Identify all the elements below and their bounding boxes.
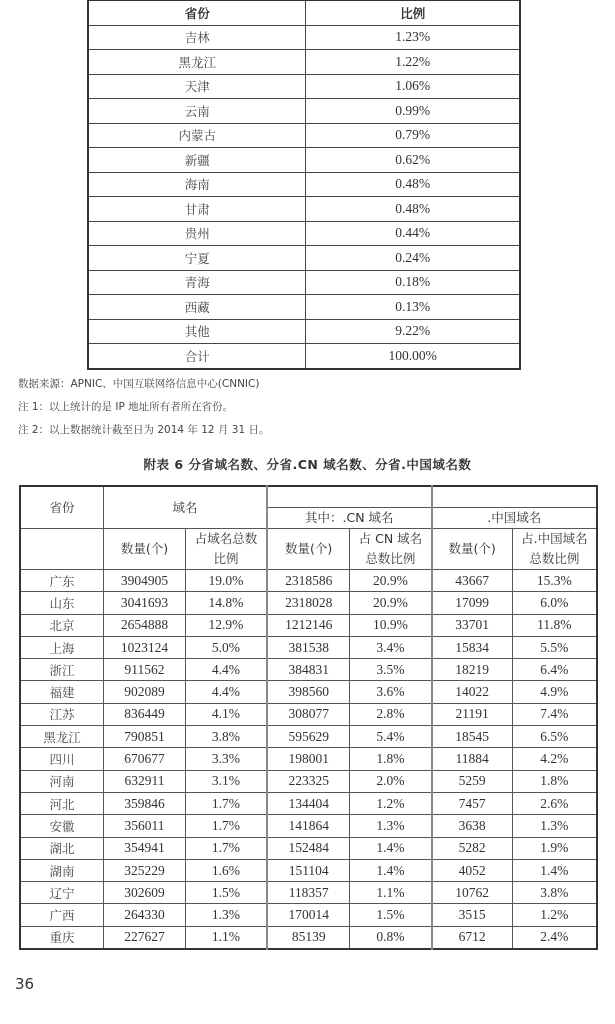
zhongguo-ratio-cell: 6.4% — [512, 659, 597, 681]
ratio-cell: 0.18% — [306, 270, 520, 295]
zhongguo-count-cell: 5259 — [432, 770, 513, 792]
zhongguo-ratio-cell: 1.3% — [512, 815, 597, 837]
table-row — [20, 703, 597, 725]
province-cell: 四川 — [20, 748, 104, 770]
province-cell: 黑龙江 — [20, 726, 104, 748]
province-cell: 海南 — [88, 172, 306, 197]
domain-count-cell: 670677 — [104, 748, 186, 770]
table-row — [20, 837, 597, 859]
province-cell: 合计 — [88, 344, 306, 369]
province-cell: 河南 — [20, 770, 104, 792]
domain-count-cell: 264330 — [104, 904, 186, 926]
province-cell: 云南 — [88, 99, 306, 124]
province-cell: 新疆 — [88, 148, 306, 173]
zhongguo-ratio-cell: 1.8% — [512, 770, 597, 792]
province-cell: 甘肃 — [88, 197, 306, 222]
province-cell: 安徽 — [20, 815, 104, 837]
province-cell: 广东 — [20, 570, 104, 592]
ratio-cell: 1.23% — [306, 25, 520, 50]
table-row — [88, 197, 520, 222]
zhongguo-ratio-cell: 4.9% — [512, 681, 597, 703]
table-row — [20, 636, 597, 658]
domain-count-cell: 325229 — [104, 859, 186, 881]
zhongguo-ratio-cell: 4.2% — [512, 748, 597, 770]
zhongguo-ratio-cell: 2.4% — [512, 926, 597, 949]
table-row — [20, 815, 597, 837]
province-cell: 重庆 — [20, 926, 104, 949]
domain-ratio-cell: 1.7% — [185, 837, 267, 859]
header-line: 总数比例 — [365, 551, 416, 566]
cn-ratio-cell: 20.9% — [350, 570, 432, 592]
table-row — [88, 50, 520, 75]
cn-count-cell: 223325 — [267, 770, 350, 792]
cn-count-cell: 170014 — [267, 904, 350, 926]
cn-ratio-cell: 2.8% — [350, 703, 432, 725]
table-row — [88, 172, 520, 197]
cn-count-cell: 398560 — [267, 681, 350, 703]
domain-count-cell: 227627 — [104, 926, 186, 949]
zhongguo-ratio-cell: 11.8% — [512, 614, 597, 636]
column-header-province: 省份 — [20, 486, 104, 529]
table-row — [20, 882, 597, 904]
ratio-cell: 100.00% — [306, 344, 520, 369]
note-2: 注 2：以上数据统计截至日为 2014 年 12 月 31 日。 — [18, 424, 270, 436]
province-cell: 其他 — [88, 319, 306, 344]
column-header-zhongguo-count: 数量(个) — [432, 529, 513, 570]
cn-count-cell: 134404 — [267, 792, 350, 814]
zhongguo-count-cell: 18545 — [432, 726, 513, 748]
column-header-cn-count: 数量(个) — [267, 529, 350, 570]
column-group-domain: 域名 — [104, 486, 267, 529]
data-source-note: 数据来源：APNIC、中国互联网络信息中心(CNNIC) — [18, 378, 260, 390]
ratio-cell: 0.24% — [306, 246, 520, 271]
column-group-cn-domain: 其中：.CN 域名 — [267, 508, 431, 529]
zhongguo-ratio-cell: 1.4% — [512, 859, 597, 881]
cn-ratio-cell: 3.4% — [350, 636, 432, 658]
ratio-cell: 9.22% — [306, 319, 520, 344]
province-cell: 青海 — [88, 270, 306, 295]
cn-ratio-cell: 2.0% — [350, 770, 432, 792]
ratio-cell: 1.22% — [306, 50, 520, 75]
cn-count-cell: 151104 — [267, 859, 350, 881]
cn-ratio-cell: 1.1% — [350, 882, 432, 904]
domain-count-cell: 359846 — [104, 792, 186, 814]
domain-ratio-cell: 1.7% — [185, 815, 267, 837]
zhongguo-count-cell: 3515 — [432, 904, 513, 926]
cn-ratio-cell: 1.4% — [350, 859, 432, 881]
column-group-spacer — [267, 486, 431, 508]
province-cell: 贵州 — [88, 221, 306, 246]
province-cell: 河北 — [20, 792, 104, 814]
column-header-domain-ratio — [185, 529, 267, 570]
domain-count-cell: 836449 — [104, 703, 186, 725]
domain-count-cell: 1023124 — [104, 636, 186, 658]
zhongguo-ratio-cell: 7.4% — [512, 703, 597, 725]
province-cell: 宁夏 — [88, 246, 306, 271]
table-row — [20, 904, 597, 926]
zhongguo-ratio-cell: 1.2% — [512, 904, 597, 926]
cn-count-cell: 308077 — [267, 703, 350, 725]
cn-count-cell: 85139 — [267, 926, 350, 949]
cn-ratio-cell: 1.3% — [350, 815, 432, 837]
domain-ratio-cell: 12.9% — [185, 614, 267, 636]
domain-ratio-cell: 1.6% — [185, 859, 267, 881]
domain-ratio-cell: 1.5% — [185, 882, 267, 904]
zhongguo-count-cell: 10762 — [432, 882, 513, 904]
province-cell: 西藏 — [88, 295, 306, 320]
page-number: 36 — [15, 975, 35, 993]
cn-ratio-cell: 1.2% — [350, 792, 432, 814]
table-row — [20, 726, 597, 748]
cn-ratio-cell: 3.5% — [350, 659, 432, 681]
table-header-row — [88, 0, 520, 25]
cn-ratio-cell: 1.8% — [350, 748, 432, 770]
zhongguo-ratio-cell: 6.5% — [512, 726, 597, 748]
domain-count-cell: 902089 — [104, 681, 186, 703]
ratio-cell: 0.48% — [306, 172, 520, 197]
zhongguo-ratio-cell: 6.0% — [512, 592, 597, 614]
zhongguo-count-cell: 15834 — [432, 636, 513, 658]
province-cell: 福建 — [20, 681, 104, 703]
cn-ratio-cell: 1.4% — [350, 837, 432, 859]
province-cell: 上海 — [20, 636, 104, 658]
domain-count-cell: 3041693 — [104, 592, 186, 614]
cn-count-cell: 198001 — [267, 748, 350, 770]
zhongguo-count-cell: 21191 — [432, 703, 513, 725]
cn-ratio-cell: 1.5% — [350, 904, 432, 926]
domain-count-cell: 911562 — [104, 659, 186, 681]
ratio-cell: 0.79% — [306, 123, 520, 148]
ratio-cell: 0.13% — [306, 295, 520, 320]
zhongguo-count-cell: 5282 — [432, 837, 513, 859]
zhongguo-count-cell: 6712 — [432, 926, 513, 949]
column-group-zhongguo-domain: .中国域名 — [432, 508, 597, 529]
column-header-empty — [20, 529, 104, 570]
header-line: 占 CN 域名 — [358, 531, 423, 546]
zhongguo-count-cell: 14022 — [432, 681, 513, 703]
zhongguo-count-cell: 7457 — [432, 792, 513, 814]
table-row — [88, 295, 520, 320]
ratio-cell: 0.62% — [306, 148, 520, 173]
zhongguo-count-cell: 18219 — [432, 659, 513, 681]
zhongguo-ratio-cell: 1.9% — [512, 837, 597, 859]
header-line: 比例 — [213, 551, 239, 566]
table-row — [20, 859, 597, 881]
province-cell: 北京 — [20, 614, 104, 636]
domain-ratio-cell: 19.0% — [185, 570, 267, 592]
table-row — [88, 319, 520, 344]
table-header-row — [20, 486, 597, 508]
province-cell: 江苏 — [20, 703, 104, 725]
domain-count-cell: 790851 — [104, 726, 186, 748]
table-row — [20, 659, 597, 681]
table-row — [20, 592, 597, 614]
domain-ratio-cell: 3.3% — [185, 748, 267, 770]
table-row — [20, 748, 597, 770]
province-cell: 内蒙古 — [88, 123, 306, 148]
domain-count-cell: 632911 — [104, 770, 186, 792]
cn-count-cell: 2318586 — [267, 570, 350, 592]
domain-ratio-cell: 3.8% — [185, 726, 267, 748]
cn-ratio-cell: 0.8% — [350, 926, 432, 949]
domain-ratio-cell: 5.0% — [185, 636, 267, 658]
zhongguo-count-cell: 11884 — [432, 748, 513, 770]
zhongguo-ratio-cell: 3.8% — [512, 882, 597, 904]
cn-ratio-cell: 5.4% — [350, 726, 432, 748]
domain-ratio-cell: 3.1% — [185, 770, 267, 792]
table-row — [88, 148, 520, 173]
note-1: 注 1：以上统计的是 IP 地址所有者所在省份。 — [18, 401, 234, 413]
province-cell: 山东 — [20, 592, 104, 614]
domain-ratio-cell: 4.1% — [185, 703, 267, 725]
province-cell: 湖南 — [20, 859, 104, 881]
province-cell: 浙江 — [20, 659, 104, 681]
domain-ratio-cell: 4.4% — [185, 681, 267, 703]
domain-count-cell: 356011 — [104, 815, 186, 837]
province-cell: 吉林 — [88, 25, 306, 50]
table-row — [88, 221, 520, 246]
domain-ratio-cell: 14.8% — [185, 592, 267, 614]
zhongguo-ratio-cell: 15.3% — [512, 570, 597, 592]
domain-ratio-cell: 4.4% — [185, 659, 267, 681]
table-notes — [18, 373, 270, 442]
header-line: 占.中国域名 — [521, 531, 588, 546]
domain-count-cell: 302609 — [104, 882, 186, 904]
cn-ratio-cell: 3.6% — [350, 681, 432, 703]
table-row — [20, 614, 597, 636]
table-row — [20, 681, 597, 703]
province-cell: 湖北 — [20, 837, 104, 859]
ratio-cell: 0.44% — [306, 221, 520, 246]
domain-count-by-province-table — [19, 485, 598, 950]
zhongguo-count-cell: 3638 — [432, 815, 513, 837]
header-line: 占域名总数 — [194, 531, 258, 546]
table-body — [88, 25, 520, 369]
table-row — [20, 570, 597, 592]
zhongguo-ratio-cell: 5.5% — [512, 636, 597, 658]
ip-province-ratio-table — [87, 0, 521, 370]
column-header-zhongguo-ratio — [512, 529, 597, 570]
cn-count-cell: 1212146 — [267, 614, 350, 636]
zhongguo-count-cell: 4052 — [432, 859, 513, 881]
cn-count-cell: 152484 — [267, 837, 350, 859]
zhongguo-count-cell: 33701 — [432, 614, 513, 636]
table-row — [20, 770, 597, 792]
cn-ratio-cell: 20.9% — [350, 592, 432, 614]
cn-count-cell: 141864 — [267, 815, 350, 837]
table-caption: 附表 6 分省域名数、分省.CN 域名数、分省.中国域名数 — [143, 457, 472, 472]
table-body — [20, 570, 597, 950]
cn-count-cell: 595629 — [267, 726, 350, 748]
column-header-cn-ratio — [350, 529, 432, 570]
table-row — [88, 74, 520, 99]
ratio-cell: 0.48% — [306, 197, 520, 222]
province-cell: 黑龙江 — [88, 50, 306, 75]
table-row — [20, 792, 597, 814]
table-row — [88, 246, 520, 271]
table-row — [88, 344, 520, 369]
domain-count-cell: 3904905 — [104, 570, 186, 592]
cn-ratio-cell: 10.9% — [350, 614, 432, 636]
cn-count-cell: 118357 — [267, 882, 350, 904]
ratio-cell: 0.99% — [306, 99, 520, 124]
province-cell: 辽宁 — [20, 882, 104, 904]
cn-count-cell: 2318028 — [267, 592, 350, 614]
column-header-domain-count: 数量(个) — [104, 529, 186, 570]
table-row — [88, 25, 520, 50]
table-row — [20, 926, 597, 949]
cn-count-cell: 381538 — [267, 636, 350, 658]
zhongguo-count-cell: 17099 — [432, 592, 513, 614]
zhongguo-ratio-cell: 2.6% — [512, 792, 597, 814]
column-header-ratio: 比例 — [306, 0, 520, 25]
table-row — [88, 99, 520, 124]
province-cell: 天津 — [88, 74, 306, 99]
province-cell: 广西 — [20, 904, 104, 926]
table-header-row — [20, 529, 597, 570]
ratio-cell: 1.06% — [306, 74, 520, 99]
column-header-province: 省份 — [88, 0, 306, 25]
cn-count-cell: 384831 — [267, 659, 350, 681]
domain-ratio-cell: 1.7% — [185, 792, 267, 814]
table-row — [88, 123, 520, 148]
table-row — [88, 270, 520, 295]
domain-count-cell: 2654888 — [104, 614, 186, 636]
zhongguo-count-cell: 43667 — [432, 570, 513, 592]
domain-count-cell: 354941 — [104, 837, 186, 859]
domain-ratio-cell: 1.1% — [185, 926, 267, 949]
column-group-spacer — [432, 486, 597, 508]
header-line: 总数比例 — [529, 551, 580, 566]
domain-ratio-cell: 1.3% — [185, 904, 267, 926]
